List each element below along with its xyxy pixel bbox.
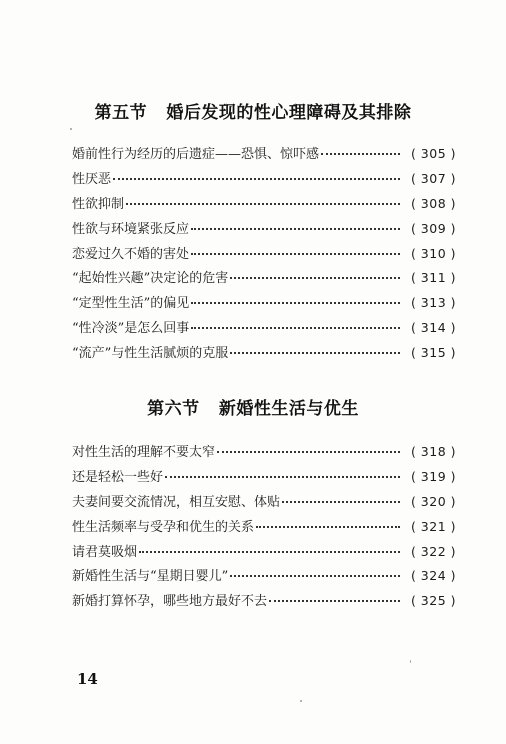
dot-leader: [230, 575, 400, 577]
toc-entry: [72, 441, 456, 466]
toc-entry-page: ( 320 ): [410, 493, 456, 509]
toc-entry-title: 性厌恶: [72, 171, 112, 187]
dot-leader: [191, 327, 400, 329]
dot-leader: [269, 600, 400, 602]
dot-leader: [165, 476, 400, 478]
section-5-heading: 第五节 婚后发现的性心理障碍及其排除: [94, 103, 412, 123]
toc-entry-title: 婚前性行为经历的后遗症——恐惧、惊吓感: [72, 147, 320, 162]
dot-leader: [191, 302, 400, 304]
toc-entry-page: ( 318 ): [410, 444, 456, 459]
dot-leader: [321, 153, 400, 155]
toc-entry-page: ( 314 ): [410, 320, 456, 336]
section-6-toc: [72, 441, 456, 615]
dot-leader: [282, 501, 400, 503]
toc-entry-page: ( 305 ): [410, 146, 456, 161]
toc-entry: [72, 317, 456, 342]
toc-entry-title: 夫妻间要交流情况，相互安慰、体贴: [72, 494, 281, 510]
dot-leader: [126, 203, 400, 205]
toc-entry: [72, 590, 456, 615]
toc-entry-title: 还是轻松一些好: [72, 469, 164, 485]
toc-entry-title: 请君莫吸烟: [72, 544, 138, 560]
toc-entry: [72, 292, 456, 317]
toc-entry: [72, 218, 456, 243]
toc-entry-title: “起始性兴趣”决定论的危害: [72, 271, 229, 287]
scan-speck: [70, 128, 72, 130]
toc-entry-title: “性冷淡”是怎么回事: [72, 321, 190, 337]
toc-entry-title: 性欲与环境紧张反应: [72, 221, 190, 237]
toc-entry: [72, 168, 456, 193]
toc-entry-title: “流产”与性生活腻烦的克服: [72, 346, 229, 362]
page-number: 14: [77, 670, 98, 688]
toc-entry-page: ( 308 ): [410, 195, 456, 211]
section-5-toc: [72, 143, 456, 367]
toc-entry-title: 性欲抑制: [72, 196, 125, 212]
dot-leader: [230, 277, 400, 279]
section-6-heading: 第六节 新婚性生活与优生: [147, 399, 359, 419]
toc-entry: [72, 243, 456, 268]
toc-entry-page: ( 325 ): [410, 593, 456, 609]
scan-speck: [300, 700, 302, 702]
dot-leader: [230, 352, 400, 354]
toc-entry-title: 性生活频率与受孕和优生的关系: [72, 519, 255, 535]
toc-entry: [72, 516, 456, 541]
dot-leader: [256, 526, 400, 528]
toc-entry-page: ( 322 ): [410, 543, 456, 559]
toc-entry-title: “定型性生活”的偏见: [72, 296, 190, 312]
toc-entry: [72, 565, 456, 590]
toc-entry: [72, 491, 456, 516]
toc-entry-title: 新婚打算怀孕，哪些地方最好不去: [72, 594, 268, 610]
toc-entry: [72, 466, 456, 491]
scan-speck: [410, 660, 411, 663]
dot-leader: [113, 178, 400, 180]
toc-entry-page: ( 321 ): [410, 518, 456, 534]
toc-entry: [72, 267, 456, 292]
toc-entry-page: ( 311 ): [410, 270, 456, 286]
toc-entry-page: ( 307 ): [410, 170, 456, 186]
toc-entry-title: 对性生活的理解不要太窄: [72, 445, 216, 460]
dot-leader: [217, 451, 400, 453]
toc-entry-page: ( 310 ): [410, 245, 456, 261]
toc-entry-page: ( 313 ): [410, 295, 456, 311]
toc-entry: [72, 193, 456, 218]
toc-entry-page: ( 319 ): [410, 468, 456, 484]
dot-leader: [191, 253, 400, 255]
toc-entry: [72, 541, 456, 566]
toc-entry-page: ( 309 ): [410, 220, 456, 236]
toc-entry: [72, 143, 456, 168]
toc-entry-title: 恋爱过久不婚的害处: [72, 246, 190, 262]
toc-entry: [72, 342, 456, 367]
toc-entry-page: ( 324 ): [410, 568, 456, 584]
toc-entry-page: ( 315 ): [410, 345, 456, 361]
dot-leader: [191, 228, 400, 230]
dot-leader: [139, 551, 400, 553]
toc-entry-title: 新婚性生活与“星期日婴儿”: [72, 569, 229, 585]
